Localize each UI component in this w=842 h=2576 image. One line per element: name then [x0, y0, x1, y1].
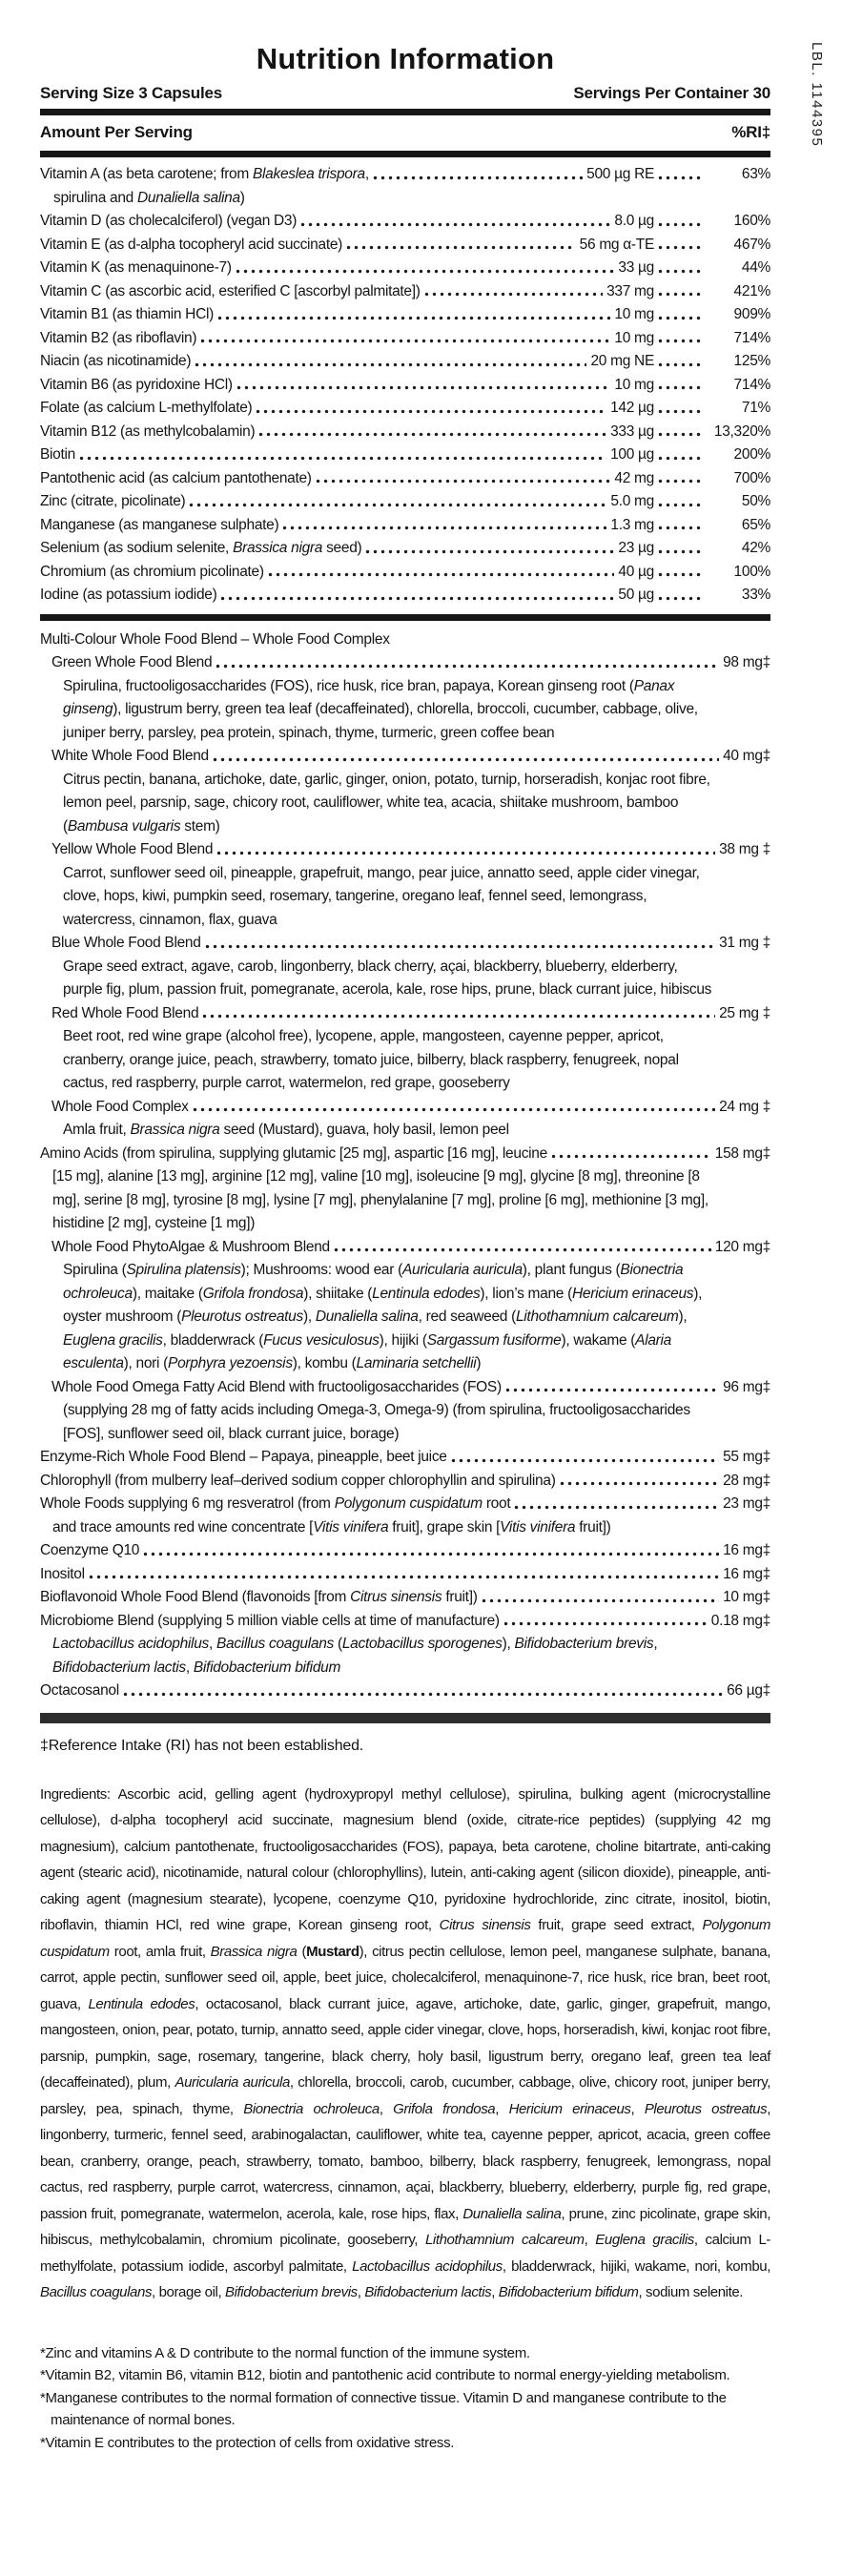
nutrient-ri: 13,320% [713, 422, 770, 440]
leader-dots [143, 1539, 719, 1563]
blend-amount: 96 mg‡ [723, 1378, 770, 1395]
leader-dots [658, 374, 704, 398]
blend-amount: 40 mg‡ [723, 748, 770, 764]
blend-name: Whole Food Complex [51, 1098, 189, 1115]
nutrient-name: Selenium (as sodium selenite, Brassica nigra seed) [40, 540, 362, 556]
leader-dots [658, 397, 704, 421]
nutrient-row [40, 561, 770, 585]
leader-dots [258, 421, 606, 444]
nutrient-amount: 42 mg [614, 469, 654, 486]
nutrient-row [40, 257, 770, 280]
nutrient-row [40, 490, 770, 514]
blend-description: Lactobacillus acidophilus, Bacillus coagulans (Lactobacillus sporogenes), Bifidobacterium brevis, Bifidobacterium lactis, Bifidobacterium bifidum [52, 1636, 658, 1676]
leader-dots [451, 1446, 719, 1470]
nutrient-table [40, 157, 770, 614]
nutrient-amount: 333 µg [610, 422, 654, 440]
leader-dots [560, 1470, 720, 1494]
leader-dots [424, 280, 603, 304]
divider-bar-thick [40, 1713, 770, 1723]
blend-amount: 158 mg‡ [714, 1144, 770, 1162]
blend-description: Grape seed extract, agave, carob, lingonberry, black cherry, açai, blackberry, blueberry, elderberry, purple fig, plum, passion fruit, pomegranate, acerola, kale, rose hips, prune, black currant juice, hibiscus [63, 958, 712, 998]
nutrient-row [40, 234, 770, 258]
leader-dots [213, 745, 719, 769]
blend-description: [15 mg], alanine [13 mg], arginine [12 mg], valine [10 mg], isoleucine [9 mg], glycine [8 mg], threonine [8 mg], serine [8 mg], tyrosine [8 mg], lysine [7 mg], phenylalanine [7 mg], proline [6 mg], methionine [3 mg], histidine [2 mg], cysteine [1 mg]) [52, 1168, 709, 1231]
blend-name: White Whole Food Blend [51, 748, 209, 764]
whole-food-section [40, 621, 770, 1708]
nutrient-amount: 50 µg [618, 587, 654, 603]
blend-name: Yellow Whole Food Blend [51, 841, 214, 857]
nutrient-ri: 65% [741, 516, 770, 533]
blend-amount: 10 mg‡ [723, 1589, 770, 1605]
leader-dots [658, 210, 704, 234]
divider-bar-top [40, 109, 770, 115]
blend-amount: 55 mg‡ [723, 1449, 770, 1465]
leader-dots [300, 210, 610, 234]
leader-dots [236, 257, 615, 280]
blend-name: Red Whole Food Blend [51, 1004, 199, 1021]
blend-list [40, 651, 770, 1703]
ri-column-header: %RI‡ [731, 123, 770, 141]
blend-amount: 25 mg ‡ [719, 1004, 770, 1021]
nutrient-row [40, 397, 770, 421]
blend-name: Amino Acids (from spirulina, supplying glutamic [25 mg], aspartic [16 mg], leucine [40, 1144, 547, 1162]
nutrient-ri: 909% [733, 306, 770, 322]
blend-description: Spirulina (Spirulina platensis); Mushrooms: wood ear (Auricularia auricula), plant fungus (Bionectria ochroleuca), maitake (Grifola frondosa), shiitake (Lentinula edodes), lion’s mane (Hericium erinaceus), oyster mushroom (Pleurotus ostreatus), Dunaliella salina, red seaweed (Lithothamnium calcareum), Euglena gracilis, bladderwrack (Fucus vesiculosus), hijiki (Sargassum fusiforme), wakame (Alaria esculenta), nori (Porphyra yezoensis), kombu (Laminaria setchellii) [63, 1262, 703, 1371]
nutrient-name: Vitamin K (as menaquinone-7) [40, 259, 232, 276]
nutrient-name: Folate (as calcium L-methylfolate) [40, 400, 253, 416]
nutrient-amount: 337 mg [606, 282, 654, 299]
leader-dots [658, 514, 704, 538]
blend-amount: 0.18 mg‡ [710, 1612, 770, 1629]
leader-dots [658, 537, 704, 561]
nutrient-name: Biotin [40, 446, 75, 463]
nutrient-amount: 10 mg [614, 329, 654, 346]
leader-dots [365, 537, 614, 561]
nutrient-row [40, 327, 770, 351]
leader-dots [189, 490, 606, 514]
ingredients-paragraph: Ingredients: Ascorbic acid, gelling agent (hydroxypropyl methyl cellulose), spirulina, bulking agent (microcrystalline cellulose), d-alpha tocopheryl acid succinate, magnesium blend (oxide, citrate-rice peptides) (supplying 42 mg magnesium), calcium pantothenate, fructooligosaccharides (FOS), papaya, beta carotene, choline bitartrate, anti-caking agent (stearic acid), nicotinamide, natural colour (chlorophyllins), lutein, anti-caking agent (silicon dioxide), pineapple, anti-caking agent (magnesium stearate), lycopene, coenzyme Q10, pyridoxine hydrochloride, zinc citrate, inositol, biotin, riboflavin, thiamin HCl, red wine grape, Korean ginseng root, Citrus sinensis fruit, grape seed extract, Polygonum cuspidatum root, amla fruit, Brassica nigra (Mustard), citrus pectin cellulose, lemon peel, manganese sulphate, banana, carrot, apple pectin, sunflower seed oil, apple, beet juice, cholecalciferol, menaquinone-7, rice husk, rice bran, beet root, guava, Lentinula edodes, octacosanol, black currant juice, agave, artichoke, date, garlic, ginger, grapefruit, mango, mangosteen, onion, pear, potato, turnip, annatto seed, apple cider vinegar, clove, hops, horseradish, kiwi, konjac root fibre, parsnip, pumpkin, sage, rosemary, tangerine, black cherry, holy basil, ligustrum berry, oregano leaf, green tea leaf (decaffeinated), plum, Auricularia auricula, chlorella, broccoli, carob, cucumber, cabbage, olive, chicory root, juniper berry, parsley, pea, spinach, thyme, Bionectria ochroleuca, Grifola frondosa, Hericium erinaceus, Pleurotus ostreatus, lingonberry, turmeric, fennel seed, arabinogalactan, cauliflower, white tea, cayenne pepper, apricot, acacia, green coffee bean, cranberry, orange, peach, strawberry, tomato, bamboo, bilberry, black raspberry, fenugreek, lemongrass, nopal cactus, red raspberry, purple carrot, watercress, cinnamon, açai, blackberry, blueberry, elderberry, purple fig, red grape, passion fruit, pomegranate, watermelon, acerola, kale, rose hips, flax, Dunaliella salina, prune, zinc picolinate, grape skin, hibiscus, methylcobalamin, chromium picolinate, gooseberry, Lithothamnium calcareum, Euglena gracilis, calcium L-methylfolate, potassium iodide, ascorbyl palmitate, Lactobacillus acidophilus, bladderwrack, hijiki, wakame, nori, kombu, Bacillus coagulans, borage oil, Bifidobacterium brevis, Bifidobacterium lactis, Bifidobacterium bifidum, sodium selenite. [40, 1785, 771, 2300]
blend-row [40, 1002, 770, 1026]
leader-dots [268, 561, 615, 585]
footnote: *Vitamin B2, vitamin B6, vitamin B12, biotin and pantothenic acid contribute to normal energy-yielding metabolism. [40, 2367, 730, 2383]
servings-per-container: Servings Per Container 30 [573, 84, 770, 102]
nutrient-ri: 421% [733, 282, 770, 299]
blend-row [40, 932, 770, 956]
blend-name: Enzyme-Rich Whole Food Blend – Papaya, pineapple, beet juice [40, 1449, 447, 1465]
leader-dots [658, 327, 704, 351]
blend-name: Green Whole Food Blend [51, 654, 213, 670]
blend-name: Chlorophyll (from mulberry leaf–derived sodium copper chlorophyllin and spirulina) [40, 1472, 556, 1489]
leader-dots [658, 163, 704, 187]
leader-dots [658, 234, 704, 258]
nutrient-row [40, 584, 770, 608]
nutrient-row [40, 210, 770, 234]
divider-bar-mid [40, 614, 770, 621]
nutrient-amount: 40 µg [618, 563, 654, 580]
leader-dots [334, 1236, 711, 1260]
nutrient-name: Vitamin B6 (as pyridoxine HCl) [40, 376, 233, 393]
label-body [40, 0, 770, 2454]
footnote: *Manganese contributes to the normal formation of connective tissue. Vitamin D and manganese contribute to the maintenance of normal bones. [40, 2389, 727, 2428]
leader-dots [658, 443, 704, 467]
leader-dots [123, 1680, 723, 1703]
leader-dots [217, 303, 610, 327]
leader-dots [316, 467, 611, 491]
nutrient-amount: 100 µg [610, 446, 654, 463]
nutrient-name-continuation: spirulina and Dunaliella salina) [53, 189, 245, 206]
leader-dots [193, 1096, 715, 1120]
nutrient-ri: 71% [741, 400, 770, 416]
leader-dots [256, 397, 606, 421]
leader-dots [551, 1143, 711, 1166]
nutrient-row [40, 374, 770, 398]
nutrient-name: Pantothenic acid (as calcium pantothenate) [40, 469, 312, 486]
serving-row [40, 84, 770, 109]
nutrient-amount: 8.0 µg [614, 213, 654, 229]
nutrient-amount: 56 mg α-TE [579, 236, 654, 253]
nutrient-name: Zinc (citrate, picolinate) [40, 493, 186, 509]
nutrient-row [40, 537, 770, 561]
blend-description: (supplying 28 mg of fatty acids including Omega-3, Omega-9) (from spirulina, fructooligosaccharides [FOS], sunflower seed oil, black currant juice, borage) [63, 1402, 690, 1442]
blend-row [40, 745, 770, 769]
leader-dots [236, 374, 611, 398]
nutrient-amount: 142 µg [610, 400, 654, 416]
footnote: *Vitamin E contributes to the protection of cells from oxidative stress. [40, 2434, 455, 2451]
leader-dots [216, 838, 715, 862]
nutrient-ri: 42% [741, 540, 770, 556]
blend-amount: 66 µg‡ [727, 1682, 770, 1699]
nutrient-name: Chromium (as chromium picolinate) [40, 563, 264, 580]
nutrient-name: Vitamin D (as cholecalciferol) (vegan D3) [40, 213, 298, 229]
blend-row [40, 838, 770, 862]
leader-dots [216, 651, 719, 675]
blend-name: Whole Food PhytoAlgae & Mushroom Blend [51, 1238, 330, 1255]
nutrient-amount: 10 mg [614, 306, 654, 322]
leader-dots [373, 163, 583, 187]
blend-amount: 120 mg‡ [714, 1238, 770, 1255]
leader-dots [282, 514, 606, 538]
blend-amount: 24 mg ‡ [719, 1098, 770, 1115]
nutrient-name: Manganese (as manganese sulphate) [40, 516, 279, 533]
amount-per-serving-label: Amount Per Serving [40, 123, 193, 141]
label-code-vertical: LBL. 1144395 [809, 42, 825, 148]
leader-dots [658, 561, 704, 585]
blend-row [40, 1446, 770, 1470]
nutrient-amount: 1.3 mg [610, 516, 654, 533]
nutrient-row [40, 421, 770, 444]
nutrient-ri: 125% [733, 353, 770, 369]
nutrient-name: Vitamin C (as ascorbic acid, esterified C [ascorbyl palmitate]) [40, 282, 421, 299]
nutrient-row [40, 303, 770, 327]
table-header-row [40, 115, 770, 151]
leader-dots [514, 1493, 719, 1516]
nutrient-ri: 33% [741, 587, 770, 603]
blend-description: Beet root, red wine grape (alcohol free), lycopene, apple, mangosteen, cayenne pepper, apricot, cranberry, orange juice, peach, strawberry, tomato juice, bilberry, black raspberry, fenugreek, nopal cactus, red raspberry, purple carrot, watermelon, red grape, gooseberry [63, 1028, 679, 1091]
blend-description: Carrot, sunflower seed oil, pineapple, grapefruit, mango, pear juice, annatto seed, apple cider vinegar, clove, hops, kiwi, pumpkin seed, rosemary, tangerine, oregano leaf, fennel seed, lemongrass, watercress, cinnamon, flax, guava [63, 864, 700, 928]
blend-description: and trace amounts red wine concentrate [Vitis vinifera fruit], grape skin [Vitis vinifera fruit]) [52, 1518, 611, 1535]
blend-amount: 16 mg‡ [723, 1542, 770, 1558]
nutrient-row [40, 467, 770, 491]
leader-dots [205, 932, 716, 956]
blend-amount: 23 mg‡ [723, 1495, 770, 1512]
nutrient-name: Vitamin E (as d-alpha tocopheryl acid succinate) [40, 236, 343, 253]
blend-row [40, 1586, 770, 1610]
nutrient-ri: 700% [733, 469, 770, 486]
blend-row [40, 1493, 770, 1516]
leader-dots [200, 327, 610, 351]
blend-name: Blue Whole Food Blend [51, 935, 201, 951]
blend-row [40, 1539, 770, 1563]
blend-amount: 16 mg‡ [723, 1565, 770, 1582]
nutrient-ri: 50% [741, 493, 770, 509]
blend-row [40, 1376, 770, 1400]
nutrient-amount: 23 µg [618, 540, 654, 556]
leader-dots [503, 1610, 708, 1634]
nutrient-ri: 714% [733, 329, 770, 346]
serving-size: Serving Size 3 Capsules [40, 84, 222, 102]
blend-name: Octacosanol [40, 1682, 119, 1699]
nutrient-ri: 467% [733, 236, 770, 253]
leader-dots [505, 1376, 719, 1400]
leader-dots [658, 303, 704, 327]
nutrient-row [40, 280, 770, 304]
blend-description: Amla fruit, Brassica nigra seed (Mustard), guava, holy basil, lemon peel [63, 1122, 509, 1138]
blend-row [40, 651, 770, 675]
nutrient-ri: 44% [741, 259, 770, 276]
divider-bar-header [40, 151, 770, 157]
nutrient-amount: 33 µg [618, 259, 654, 276]
leader-dots [658, 584, 704, 608]
blend-description: Citrus pectin, banana, artichoke, date, garlic, ginger, onion, potato, turnip, horseradish, konjac root fibre, lemon peel, parsnip, sage, chicory root, cauliflower, white tea, acacia, shiitake mushroom, bamboo (Bambusa vulgaris stem) [63, 771, 710, 835]
section-title-multicolour: Multi-Colour Whole Food Blend – Whole Food Complex [40, 630, 390, 648]
nutrient-ri: 200% [733, 446, 770, 463]
nutrient-row [40, 350, 770, 374]
leader-dots [658, 467, 704, 491]
nutrient-ri: 714% [733, 376, 770, 393]
blend-description: Spirulina, fructooligosaccharides (FOS), rice husk, rice bran, papaya, Korean ginseng root (Panax ginseng), ligustrum berry, green tea leaf (decaffeinated), chlorella, broccoli, cucumber, cabbage, olive, juniper berry, parsley, pea protein, spinach, thyme, turmeric, green coffee bean [63, 677, 698, 741]
blend-name: Inositol [40, 1565, 85, 1582]
nutrient-amount: 10 mg [614, 376, 654, 393]
blend-row [40, 1610, 770, 1634]
nutrient-name: Niacin (as nicotinamide) [40, 353, 192, 369]
leader-dots [79, 443, 606, 467]
nutrient-ri: 100% [733, 563, 770, 580]
leader-dots [658, 421, 704, 444]
leader-dots [658, 280, 704, 304]
blend-name: Whole Food Omega Fatty Acid Blend with fructooligosaccharides (FOS) [51, 1378, 502, 1395]
leader-dots [658, 350, 704, 374]
leader-dots [658, 257, 704, 280]
blend-name: Whole Foods supplying 6 mg resveratrol (from Polygonum cuspidatum root [40, 1495, 511, 1512]
blend-name: Coenzyme Q10 [40, 1542, 140, 1558]
blend-row [40, 1236, 770, 1260]
blend-amount: 28 mg‡ [723, 1472, 770, 1489]
leader-dots [195, 350, 586, 374]
leader-dots [202, 1002, 715, 1026]
blend-row [40, 1096, 770, 1120]
footnote: *Zinc and vitamins A & D contribute to the normal function of the immune system. [40, 2344, 530, 2361]
nutrient-name: Iodine (as potassium iodide) [40, 587, 217, 603]
nutrient-name: Vitamin B1 (as thiamin HCl) [40, 306, 214, 322]
reference-intake-note: ‡Reference Intake (RI) has not been established. [40, 1737, 364, 1754]
nutrient-row [40, 443, 770, 467]
blend-amount: 98 mg‡ [723, 654, 770, 670]
blend-name: Microbiome Blend (supplying 5 million viable cells at time of manufacture) [40, 1612, 500, 1629]
nutrient-amount: 5.0 mg [610, 493, 654, 509]
blend-row [40, 1563, 770, 1587]
blend-row [40, 1143, 770, 1166]
blend-name: Bioflavonoid Whole Food Blend (flavonoids [from Citrus sinensis fruit]) [40, 1589, 478, 1605]
nutrient-amount: 500 µg RE [586, 166, 654, 182]
nutrient-name: Vitamin B12 (as methylcobalamin) [40, 422, 256, 440]
blend-row [40, 1470, 770, 1494]
footnotes [40, 2342, 770, 2455]
nutrient-name: Vitamin A (as beta carotene; from Blakeslea trispora, [40, 166, 369, 182]
leader-dots [346, 234, 576, 258]
nutrient-row [40, 514, 770, 538]
leader-dots [89, 1563, 719, 1587]
nutrient-row [40, 163, 770, 187]
nutrient-name: Vitamin B2 (as riboflavin) [40, 329, 197, 346]
page-title: Nutrition Information [256, 42, 555, 75]
blend-row [40, 1680, 770, 1703]
leader-dots [658, 490, 704, 514]
nutrient-amount: 20 mg NE [590, 353, 654, 369]
nutrient-ri: 160% [733, 213, 770, 229]
blend-amount: 31 mg ‡ [719, 935, 770, 951]
nutrient-ri: 63% [741, 166, 770, 182]
leader-dots [482, 1586, 720, 1610]
leader-dots [220, 584, 614, 608]
blend-amount: 38 mg ‡ [719, 841, 770, 857]
